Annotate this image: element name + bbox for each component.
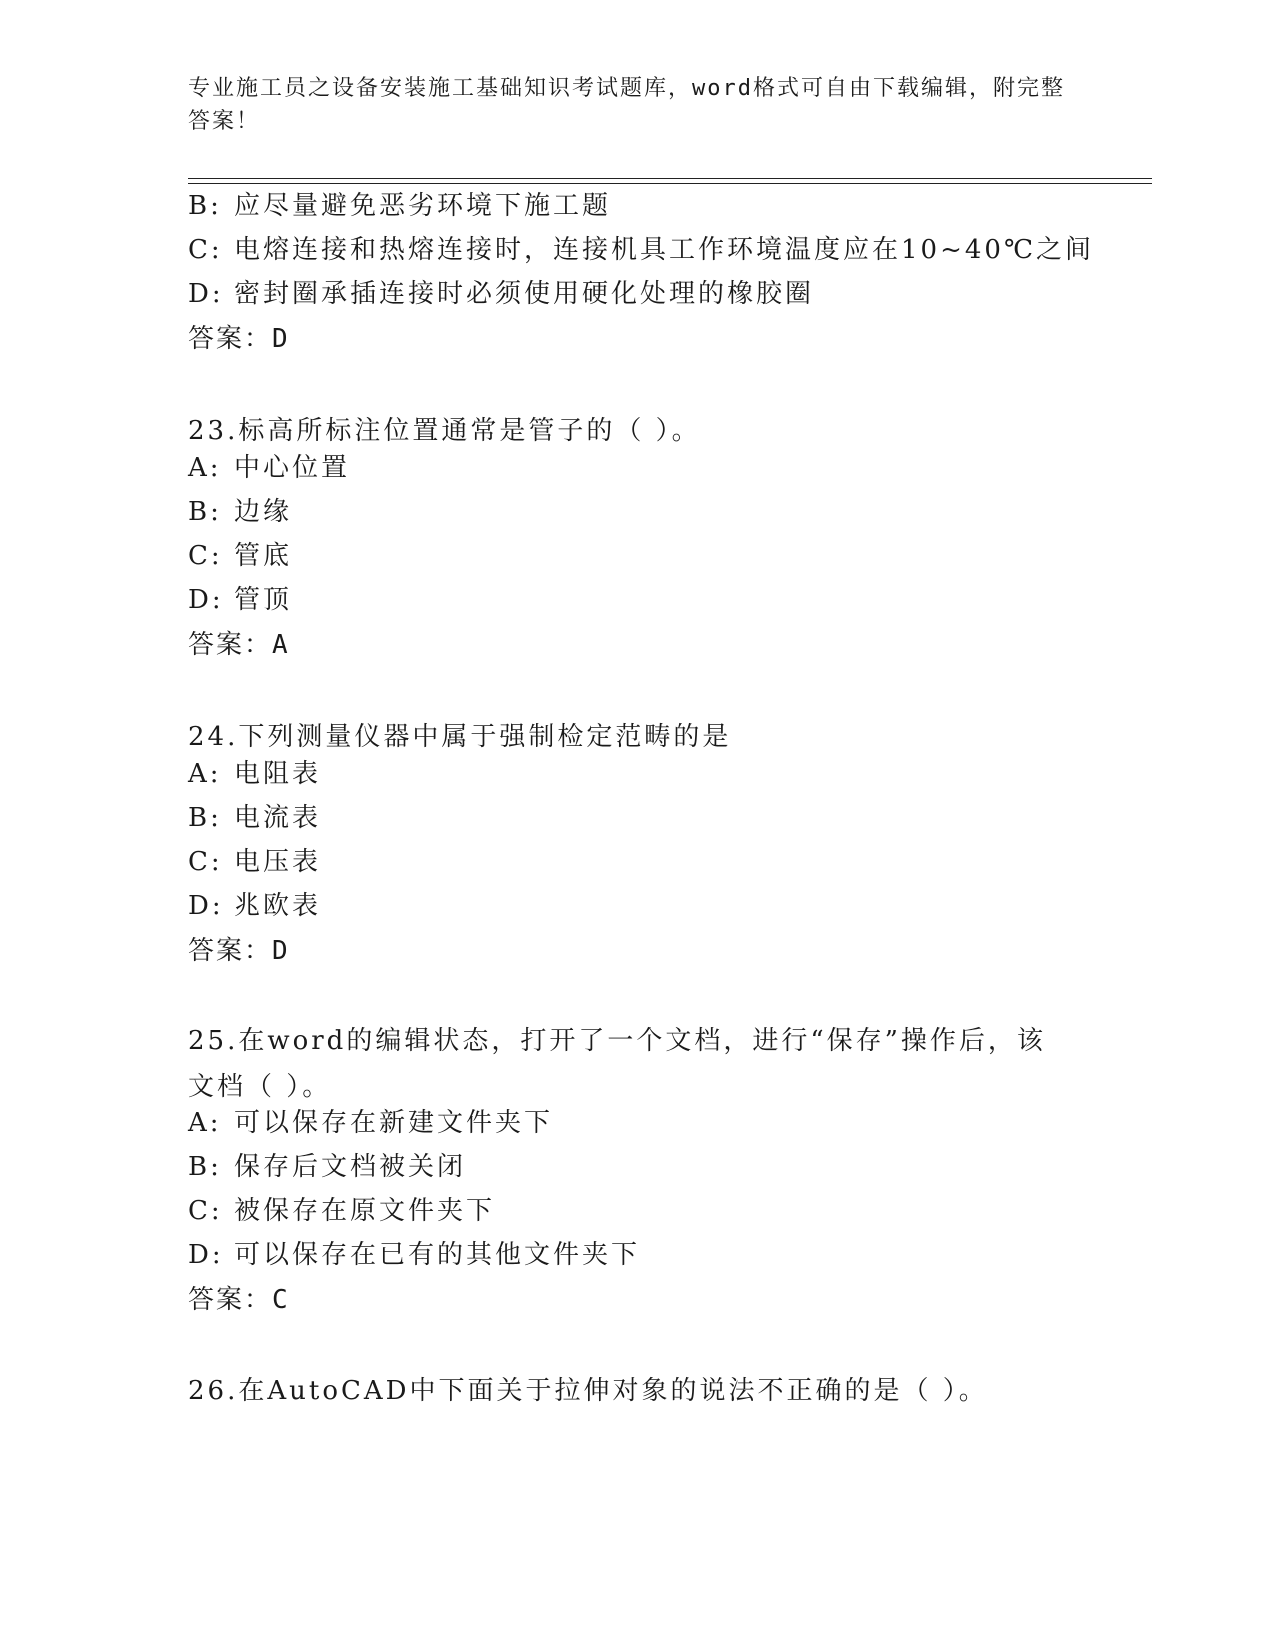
option-key: D:	[188, 585, 224, 615]
q25-question: 25.在word的编辑状态，打开了一个文档，进行“保存”操作后，该文档（ ）。	[188, 1026, 1046, 1102]
option-key: C:	[188, 1196, 223, 1226]
option-text: 边缘	[234, 497, 293, 527]
option-key: C:	[188, 847, 223, 877]
q23-question: 23.标高所标注位置通常是管子的（ ）。	[188, 416, 701, 446]
option-key: B:	[188, 803, 222, 833]
option-text: 电阻表	[234, 759, 322, 789]
option-text: 被保存在原文件夹下	[234, 1196, 496, 1226]
option-text: 应尽量避免恶劣环境下施工题	[234, 191, 612, 221]
q23-option-d	[188, 585, 292, 615]
option-text: 兆欧表	[234, 891, 322, 921]
q24-option-a	[188, 759, 321, 789]
option-key: D:	[188, 1240, 224, 1270]
q23-option-a	[188, 453, 350, 483]
option-key: B:	[188, 191, 222, 221]
document-header: 专业施工员之设备安装施工基础知识考试题库，word格式可自由下载编辑，附完整答案！	[188, 76, 1065, 134]
answer-label: 答案：	[188, 1285, 273, 1315]
q25-answer	[188, 1285, 290, 1315]
option-key: A:	[188, 453, 222, 483]
q24-option-c	[188, 847, 321, 877]
q23-answer	[188, 630, 290, 660]
answer-value: A	[272, 630, 290, 660]
q23-option-b	[188, 497, 292, 527]
header-divider-bottom	[188, 183, 1152, 184]
option-text: 密封圈承插连接时必须使用硬化处理的橡胶圈	[234, 279, 815, 309]
option-text: 管顶	[234, 585, 293, 615]
option-text: 可以保存在新建文件夹下	[234, 1108, 554, 1138]
option-key: B:	[188, 497, 222, 527]
answer-value: D	[272, 936, 290, 966]
q25-option-b	[188, 1152, 466, 1182]
q24-option-d	[188, 891, 321, 921]
option-key: A:	[188, 759, 222, 789]
header-divider-top	[188, 178, 1152, 179]
q22-answer	[188, 324, 290, 354]
q25-option-a	[188, 1108, 553, 1138]
q25-option-d	[188, 1240, 640, 1270]
option-text: 保存后文档被关闭	[234, 1152, 467, 1182]
option-text: 中心位置	[234, 453, 351, 483]
answer-label: 答案：	[188, 630, 273, 660]
option-key: D:	[188, 891, 224, 921]
q26-question: 26.在AutoCAD中下面关于拉伸对象的说法不正确的是（ ）。	[188, 1376, 988, 1406]
q22-option-c	[188, 235, 1094, 265]
option-text: 电流表	[234, 803, 322, 833]
q22-option-d	[188, 279, 814, 309]
q24-option-b	[188, 803, 321, 833]
option-key: B:	[188, 1152, 222, 1182]
option-key: D:	[188, 279, 224, 309]
answer-value: D	[272, 324, 290, 354]
option-key: A:	[188, 1108, 222, 1138]
answer-label: 答案：	[188, 324, 273, 354]
option-text: 电熔连接和热熔连接时，连接机具工作环境温度应在10~40℃之间	[234, 235, 1095, 265]
answer-label: 答案：	[188, 936, 273, 966]
q22-option-b	[188, 191, 611, 221]
option-text: 可以保存在已有的其他文件夹下	[234, 1240, 641, 1270]
q25-option-c	[188, 1196, 495, 1226]
option-key: C:	[188, 235, 223, 265]
q23-option-c	[188, 541, 292, 571]
q24-question: 24.下列测量仪器中属于强制检定范畴的是	[188, 722, 732, 752]
answer-value: C	[272, 1285, 290, 1315]
option-text: 电压表	[234, 847, 322, 877]
q24-answer	[188, 936, 290, 966]
option-text: 管底	[234, 541, 293, 571]
option-key: C:	[188, 541, 223, 571]
